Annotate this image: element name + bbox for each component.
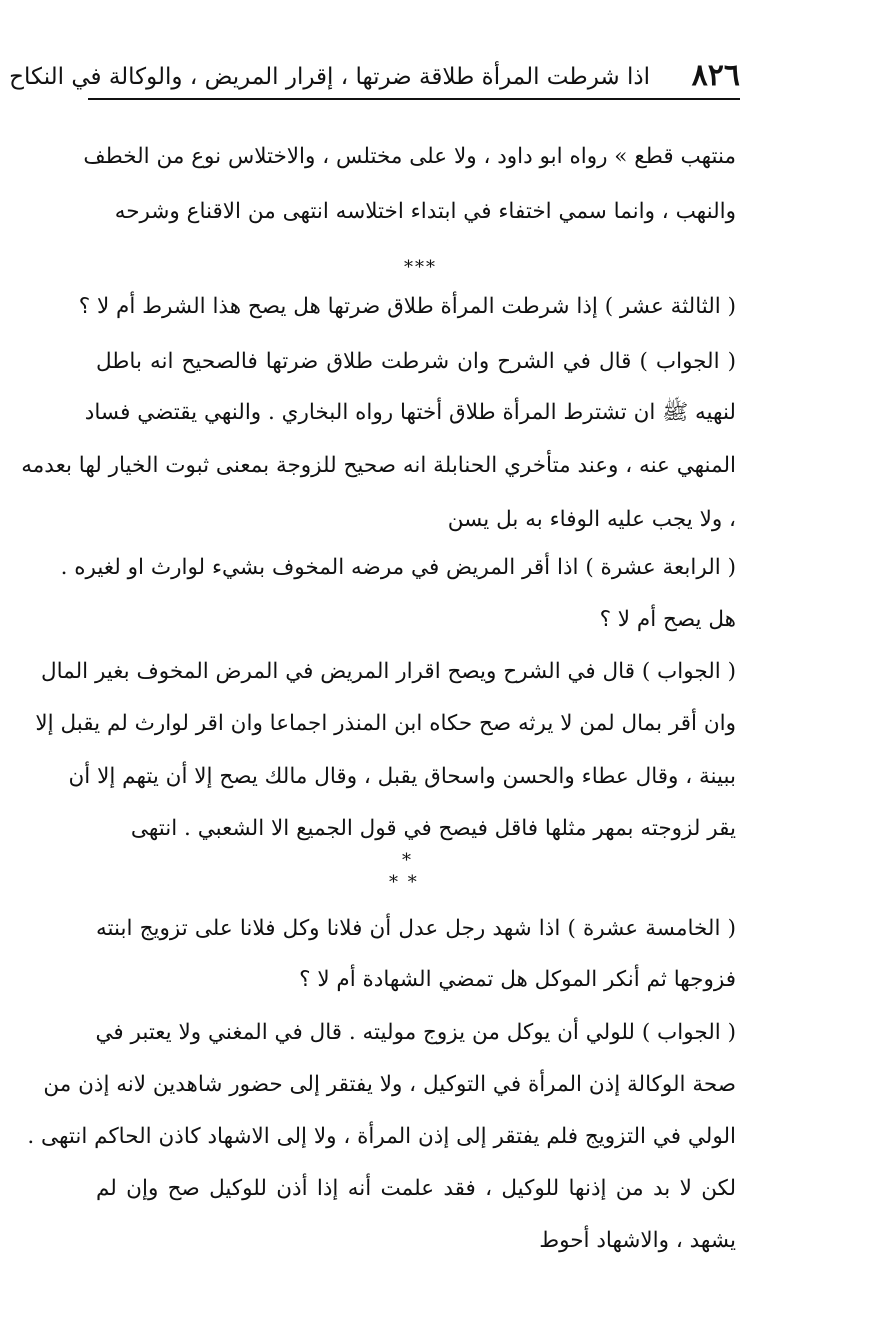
page-number: ٨٢٦ [691,58,740,93]
text-line: ببينة ، وقال عطاء والحسن واسحاق يقبل ، وقال مالك يصح إلا أن يتهم إلا أن [68,764,736,789]
question-15: ( الخامسة عشرة ) اذا شهد رجل عدل أن فلانا وكل فلانا على تزويج ابنته [96,916,736,941]
page-header [9,58,740,100]
text-line: فزوجها ثم أنكر الموكل هل تمضي الشهادة أم لا ؟ [299,967,736,992]
text-line: لكن لا بد من إذنها للوكيل ، فقد علمت أنه إذا أذن للوكيل صح وإن لم [96,1176,736,1201]
question-13: ( الثالثة عشر ) إذا شرطت المرأة طلاق ضرتها هل يصح هذا الشرط أم لا ؟ [78,294,736,319]
section-separator: *** [404,257,437,278]
text-line: المنهي عنه ، وعند متأخري الحنابلة انه صحيح للزوجة بمعنى ثبوت الخيار لها بعدمه [21,453,736,478]
text-line: صحة الوكالة إذن المرأة في التوكيل ، ولا يفتقر إلى حضور شاهدين لانه إذن من [43,1072,736,1097]
section-separator: * * [389,872,419,893]
text-line: يقر لزوجته بمهر مثلها فاقل فيصح في قول الجميع الا الشعبي . انتهى [130,816,736,841]
text-line: الولي في التزويج فلم يفتقر إلى إذن المرأة ، ولا إلى الاشهاد كاذن الحاكم انتهى . [27,1124,736,1149]
text-line: ، ولا يجب عليه الوفاء به بل يسن [447,507,736,532]
text-line: هل يصح أم لا ؟ [599,607,736,632]
text-line: منتهب قطع » رواه ابو داود ، ولا على مختلس ، والاختلاس نوع من الخطف [83,144,736,169]
question-14: ( الرابعة عشرة ) اذا أقر المريض في مرضه المخوف بشيء لوارث او لغيره . [60,555,736,580]
answer-15: ( الجواب ) للولي أن يوكل من يزوج موليته . قال في المغني ولا يعتبر في [95,1020,736,1045]
text-line: لنهيه ﷺ ان تشترط المرأة طلاق أختها رواه البخاري . والنهي يقتضي فساد [84,400,736,425]
answer-14: ( الجواب ) قال في الشرح ويصح اقرار المريض في المرض المخوف بغير المال [40,659,736,684]
answer-13: ( الجواب ) قال في الشرح وان شرطت طلاق ضرتها فالصحيح انه باطل [96,349,736,374]
text-line: والنهب ، وانما سمي اختفاء في ابتداء اختلاسه انتهى من الاقناع وشرحه [114,199,736,224]
text-line: وان أقر بمال لمن لا يرثه صح حكاه ابن المنذر اجماعا وان اقر لوارث لم يقبل إلا [35,711,736,736]
text-line: يشهد ، والاشهاد أحوط [539,1228,736,1253]
running-title: اذا شرطت المرأة طلاقة ضرتها ، إقرار المريض ، والوكالة في النكاح [9,64,650,90]
section-separator: * [402,850,413,871]
